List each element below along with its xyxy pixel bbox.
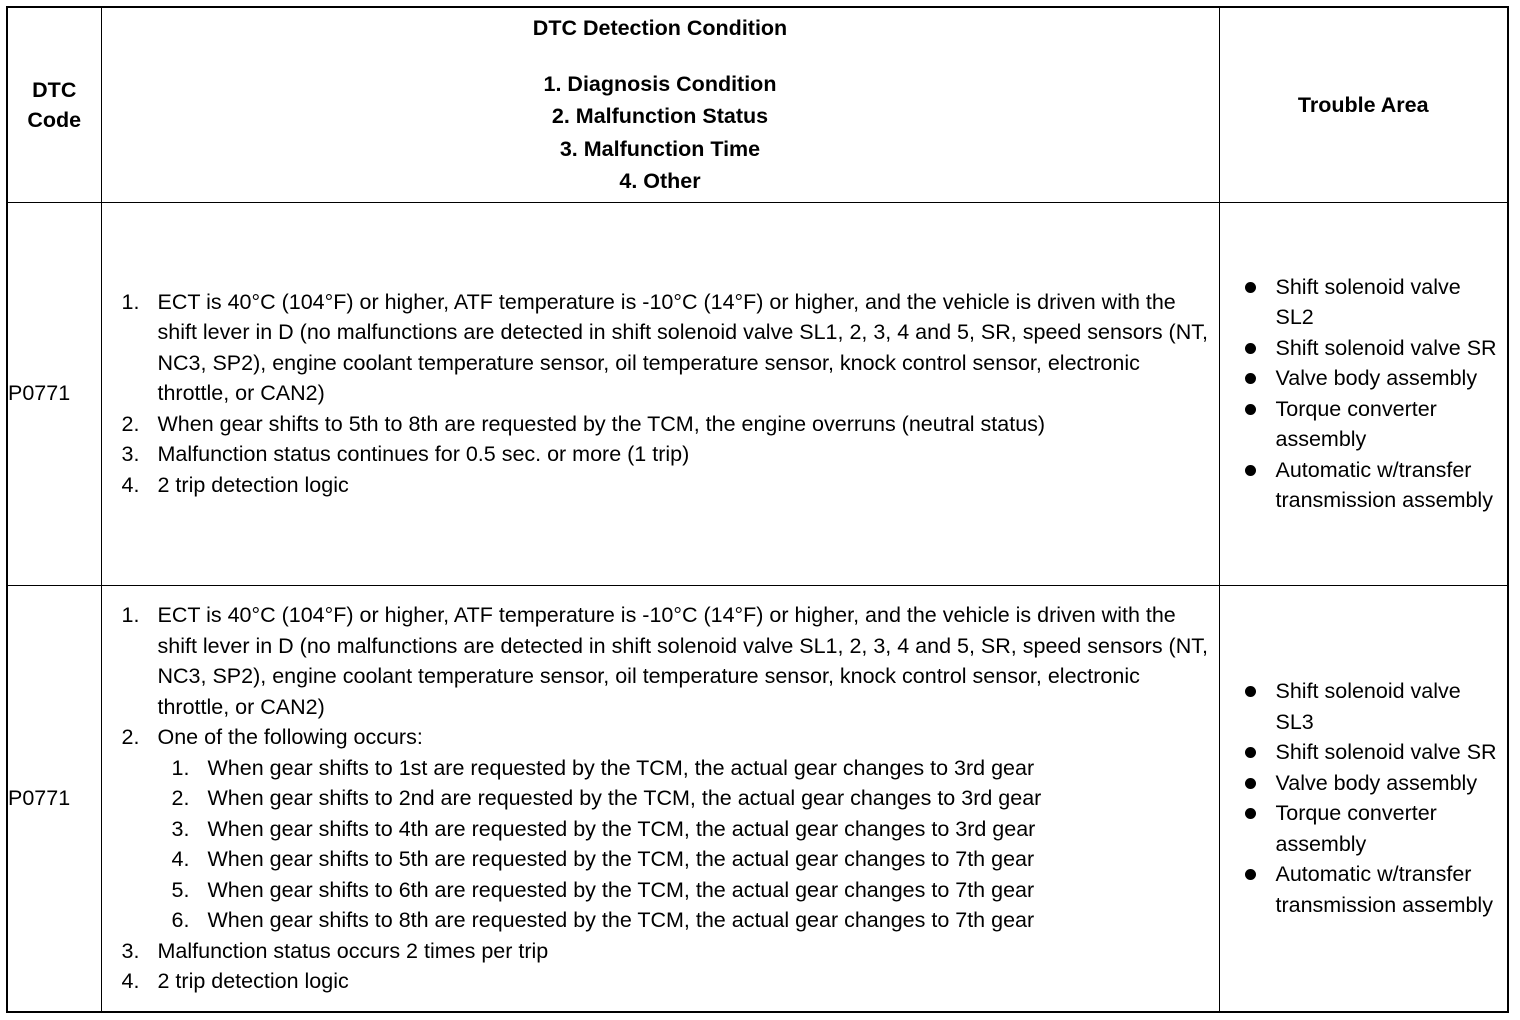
header-condition-item: 3. Malfunction Time	[559, 136, 761, 161]
sub-condition-item	[102, 783, 1215, 814]
trouble-item	[1220, 455, 1502, 516]
trouble-item	[1220, 676, 1502, 737]
header-condition-title: DTC Detection Condition	[532, 15, 788, 40]
trouble-text: Valve body assembly	[1275, 366, 1478, 390]
sub-condition-number: 2.	[171, 786, 190, 810]
trouble-area-cell	[1219, 202, 1508, 585]
sub-condition-text: When gear shifts to 6th are requested by the TCM, the actual gear changes to 7th gear	[207, 877, 1035, 902]
condition-item	[102, 287, 1215, 409]
table-row	[7, 585, 1508, 1012]
header-condition-list	[102, 68, 1219, 198]
condition-number: 3.	[121, 938, 140, 963]
condition-number: 4.	[121, 969, 140, 993]
dtc-code-cell: P0771	[7, 202, 101, 585]
sub-condition-text: When gear shifts to 2nd are requested by the TCM, the actual gear changes to 3rd gear	[207, 786, 1042, 810]
bullet-icon	[1245, 747, 1256, 758]
trouble-item	[1220, 272, 1502, 333]
condition-cell	[101, 202, 1219, 585]
condition-item	[102, 600, 1215, 722]
header-code-line: DTC	[32, 77, 77, 102]
sub-condition-number: 3.	[171, 816, 190, 841]
trouble-text: Automatic w/transfer transmission assembly	[1275, 457, 1493, 512]
bullet-icon	[1245, 778, 1256, 789]
condition-text: 2 trip detection logic	[157, 472, 349, 497]
bullet-icon	[1245, 282, 1256, 293]
header-dtc-code	[7, 7, 101, 202]
condition-item	[102, 966, 1215, 997]
header-trouble-area: Trouble Area	[1219, 7, 1508, 202]
condition-cell	[101, 585, 1219, 1012]
sub-condition-text: When gear shifts to 4th are requested by the TCM, the actual gear changes to 3rd gear	[207, 816, 1036, 841]
condition-number: 1.	[121, 603, 140, 627]
condition-item	[102, 470, 1215, 501]
trouble-text: Automatic w/transfer transmission assembly	[1275, 862, 1493, 917]
sub-condition-number: 5.	[171, 877, 190, 902]
dtc-table	[6, 6, 1509, 1013]
condition-text: ECT is 40°C (104°F) or higher, ATF temperature is -10°C (14°F) or higher, and the vehicle is driven with the shift lever in D (no malfunctions are detected in shift solenoid valve SL1, 2, 3, 4 and 5, SR, speed sensors (NT, NC3, SP2), engine coolant temperature sensor, oil temperature sensor, knock control sensor, electronic throttle, or CAN2)	[157, 603, 1208, 719]
trouble-list	[1220, 272, 1508, 516]
trouble-item	[1220, 333, 1502, 364]
header-row	[7, 7, 1508, 202]
trouble-text: Shift solenoid valve SL2	[1275, 274, 1461, 329]
bullet-icon	[1245, 808, 1256, 819]
condition-text: 2 trip detection logic	[157, 969, 349, 993]
bullet-icon	[1245, 404, 1256, 415]
condition-number: 2.	[121, 411, 140, 436]
condition-number: 2.	[121, 725, 140, 749]
condition-number: 1.	[121, 289, 140, 314]
trouble-text: Torque converter assembly	[1275, 801, 1437, 856]
condition-item	[102, 936, 1215, 967]
bullet-icon	[1245, 686, 1256, 697]
trouble-item	[1220, 363, 1502, 394]
condition-number: 3.	[121, 442, 140, 467]
bullet-icon	[1245, 869, 1256, 880]
sub-condition-item	[102, 844, 1215, 875]
condition-item	[102, 722, 1215, 936]
condition-text: When gear shifts to 5th to 8th are requested by the TCM, the engine overruns (neutral status)	[157, 411, 1046, 436]
trouble-area-cell	[1219, 585, 1508, 1012]
trouble-item	[1220, 798, 1502, 859]
header-detection-condition	[101, 7, 1219, 202]
trouble-text: Shift solenoid valve SL3	[1275, 679, 1461, 734]
trouble-item	[1220, 394, 1502, 455]
sub-condition-text: When gear shifts to 5th are requested by the TCM, the actual gear changes to 7th gear	[207, 847, 1035, 871]
header-condition-item: 2. Malfunction Status	[551, 104, 769, 129]
sub-condition-item	[102, 814, 1215, 845]
condition-list	[102, 600, 1219, 997]
sub-condition-list	[158, 753, 1215, 936]
dtc-code-cell: P0771	[7, 585, 101, 1012]
trouble-text: Shift solenoid valve SR	[1275, 740, 1497, 765]
condition-text: ECT is 40°C (104°F) or higher, ATF temperature is -10°C (14°F) or higher, and the vehicle is driven with the shift lever in D (no malfunctions are detected in shift solenoid valve SL1, 2, 3, 4 and 5, SR, speed sensors (NT, NC3, SP2), engine coolant temperature sensor, oil temperature sensor, knock control sensor, electronic throttle, or CAN2)	[157, 289, 1208, 406]
sub-condition-number: 1.	[171, 755, 190, 780]
trouble-text: Torque converter assembly	[1275, 396, 1437, 451]
header-code-line: Code	[27, 107, 82, 132]
trouble-item	[1220, 859, 1502, 920]
trouble-text: Shift solenoid valve SR	[1275, 335, 1497, 360]
trouble-text: Valve body assembly	[1275, 770, 1478, 795]
condition-list	[102, 287, 1219, 501]
sub-condition-item	[102, 753, 1215, 784]
trouble-item	[1220, 737, 1502, 768]
sub-condition-number: 4.	[171, 847, 190, 871]
table-row	[7, 202, 1508, 585]
header-condition-item: 1. Diagnosis Condition	[543, 71, 777, 96]
condition-text: One of the following occurs:	[157, 725, 423, 749]
condition-text: Malfunction status occurs 2 times per trip	[157, 938, 549, 963]
bullet-icon	[1245, 465, 1256, 476]
condition-text: Malfunction status continues for 0.5 sec. or more (1 trip)	[157, 442, 690, 467]
bullet-icon	[1245, 343, 1256, 354]
condition-item	[102, 439, 1215, 470]
condition-number: 4.	[121, 472, 140, 497]
sub-condition-item	[102, 905, 1215, 936]
trouble-item	[1220, 768, 1502, 799]
bullet-icon	[1245, 373, 1256, 384]
sub-condition-text: When gear shifts to 8th are requested by the TCM, the actual gear changes to 7th gear	[207, 908, 1035, 932]
header-condition-item: 4. Other	[619, 169, 701, 194]
sub-condition-text: When gear shifts to 1st are requested by the TCM, the actual gear changes to 3rd gear	[207, 755, 1035, 780]
sub-condition-number: 6.	[171, 908, 190, 932]
sub-condition-item	[102, 875, 1215, 906]
trouble-list	[1220, 676, 1508, 920]
condition-item	[102, 409, 1215, 440]
